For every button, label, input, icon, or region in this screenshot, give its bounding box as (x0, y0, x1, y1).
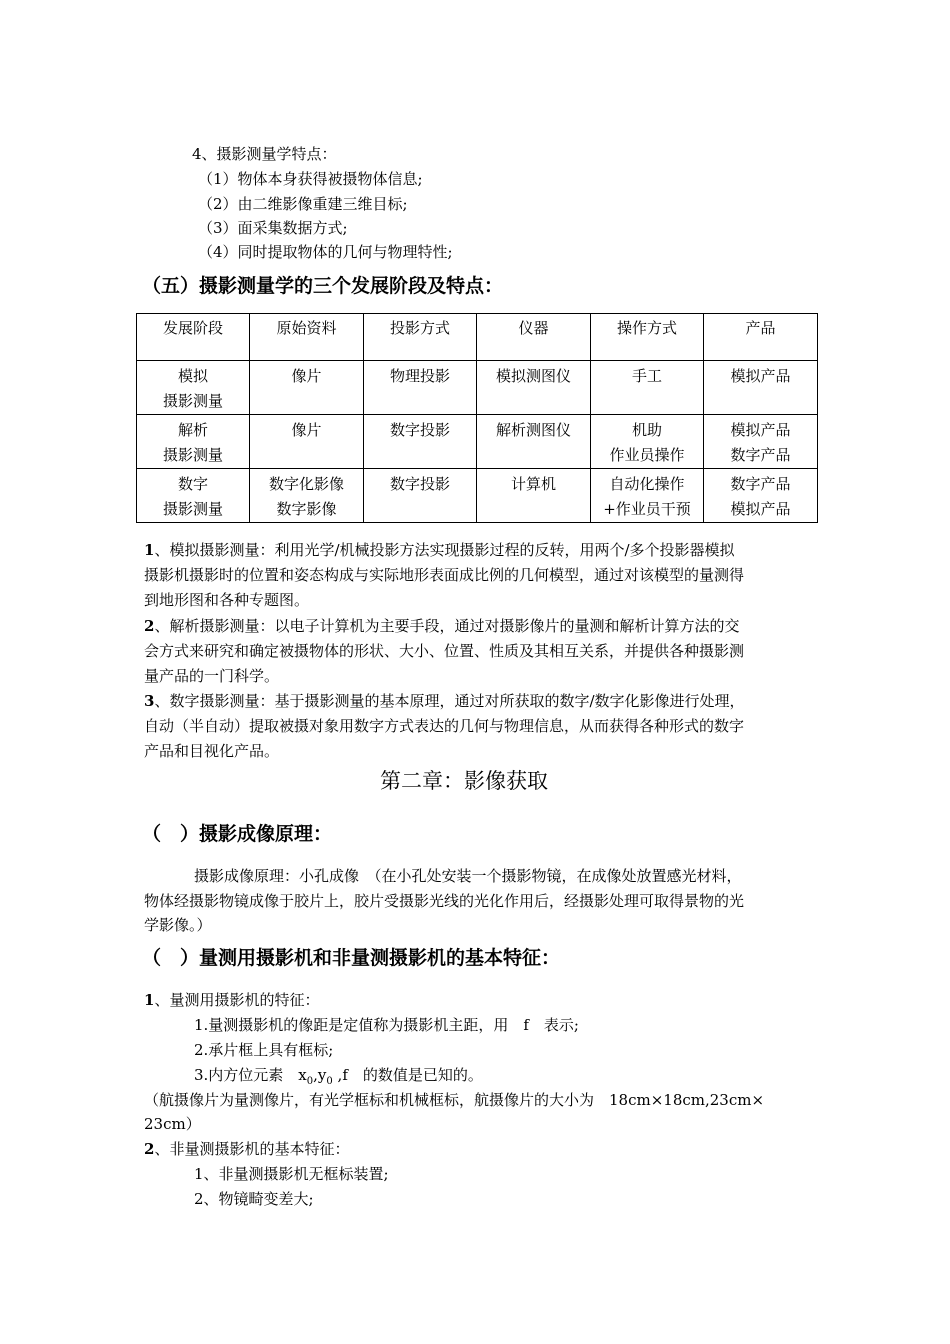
table-cell: 像片 (250, 361, 364, 415)
table-cell: 数字投影 (364, 469, 477, 523)
nonmetric-camera-title: 2、非量测摄影机的基本特征： (144, 1140, 350, 1158)
definition-line: 量产品的一门科学。 (144, 667, 280, 685)
table-cell: 自动化操作 +作业员干预 (591, 469, 704, 523)
definition-line: 1、模拟摄影测量：利用光学/机械投影方法实现摄影过程的反转，用两个/多个投影器模拟 (144, 541, 735, 559)
table-cell: 解析 摄影测量 (137, 415, 250, 469)
table-cell: 像片 (250, 415, 364, 469)
table-header-cell: 仪器 (477, 314, 591, 361)
definition-line: 2、解析摄影测量：以电子计算机为主要手段，通过对摄影像片的量测和解析计算方法的交 (144, 617, 740, 635)
table-cell: 物理投影 (364, 361, 477, 415)
table-cell: 数字化影像 数字影像 (250, 469, 364, 523)
section-5-heading: （五）摄影测量学的三个发展阶段及特点： (142, 275, 504, 297)
table-cell: 模拟产品 (704, 361, 818, 415)
metric-camera-item-2: 2.承片框上具有框标; (194, 1041, 334, 1059)
definition-number: 3 (144, 692, 155, 710)
table-header-cell: 发展阶段 (137, 314, 250, 361)
table-cell: 数字投影 (364, 415, 477, 469)
table-row (137, 415, 818, 469)
metric-camera-item-1: 1.量测摄影机的像距是定值称为摄影机主距，用 f 表示; (194, 1016, 579, 1034)
features-item-2: （2）由二维影像重建三维目标; (198, 195, 408, 213)
definition-line: 到地形图和各种专题图。 (144, 591, 310, 609)
table-cell: 手工 (591, 361, 704, 415)
metric-camera-title: 1、量测用摄影机的特征： (144, 991, 320, 1009)
table-row (137, 361, 818, 415)
section-camera-features-heading: （ ）量测用摄影机和非量测摄影机的基本特征： (142, 947, 561, 969)
definition-line: 3、数字摄影测量：基于摄影测量的基本原理，通过对所获取的数字/数字化影像进行处理， (144, 692, 745, 710)
table-cell: 机助 作业员操作 (591, 415, 704, 469)
features-item-4: （4）同时提取物体的几何与物理特性; (198, 243, 453, 261)
table-cell: 数字 摄影测量 (137, 469, 250, 523)
table-cell: 解析测图仪 (477, 415, 591, 469)
definition-line: 自动（半自动）提取被摄对象用数字方式表达的几何与物理信息，从而获得各种形式的数字 (144, 717, 745, 735)
definition-line: 产品和目视化产品。 (144, 742, 280, 760)
nonmetric-camera-item-2: 2、物镜畸变差大; (194, 1190, 314, 1208)
table-row (137, 469, 818, 523)
table-header-row (137, 314, 818, 361)
definition-line: 摄影机摄影时的位置和姿态构成与实际地形表面成比例的几何模型，通过对该模型的量测得 (144, 566, 745, 584)
section-imaging-principle-heading: （ ）摄影成像原理： (142, 823, 333, 845)
definition-digital (144, 689, 810, 764)
table-cell: 数字产品 模拟产品 (704, 469, 818, 523)
features-item-3: （3）面采集数据方式; (198, 219, 348, 237)
metric-camera-note-line-1: （航摄像片为量测像片，有光学框标和机械框标，航摄像片的大小为 18cm×18cm,23cm× (144, 1091, 765, 1109)
metric-camera-item-3: 3.内方位元素 $x_0,y_0$ ,f 的数值是已知的。 (194, 1066, 483, 1087)
chapter-2-title: 第二章：影像获取 (380, 769, 548, 793)
definition-analog (144, 538, 810, 613)
table-header-cell: 操作方式 (591, 314, 704, 361)
imaging-principle-line-1: 摄影成像原理：小孔成像 （在小孔处安装一个摄影物镜，在成像处放置感光材料， (194, 867, 742, 885)
definition-line: 会方式来研究和确定被摄物体的形状、大小、位置、性质及其相互关系，并提供各种摄影测 (144, 642, 745, 660)
table-cell: 模拟产品 数字产品 (704, 415, 818, 469)
imaging-principle-line-2: 物体经摄影物镜成像于胶片上，胶片受摄影光线的光化作用后，经摄影处理可取得景物的光 (144, 892, 745, 910)
imaging-principle-line-3: 学影像。） (144, 916, 212, 934)
table-header-cell: 产品 (704, 314, 818, 361)
features-title: 4、摄影测量学特点： (192, 145, 337, 163)
nonmetric-camera-item-1: 1、非量测摄影机无框标装置; (194, 1165, 389, 1183)
table-header-cell: 原始资料 (250, 314, 364, 361)
development-stages-table (136, 313, 818, 523)
definition-analytical (144, 614, 810, 689)
features-item-1: （1）物体本身获得被摄物体信息; (198, 170, 423, 188)
table-header-cell: 投影方式 (364, 314, 477, 361)
table-cell: 计算机 (477, 469, 591, 523)
definition-number: 2 (144, 617, 155, 635)
metric-camera-note-line-2: 23cm） (144, 1115, 201, 1133)
table-cell: 模拟测图仪 (477, 361, 591, 415)
definition-number: 1 (144, 541, 155, 559)
table-cell: 模拟 摄影测量 (137, 361, 250, 415)
